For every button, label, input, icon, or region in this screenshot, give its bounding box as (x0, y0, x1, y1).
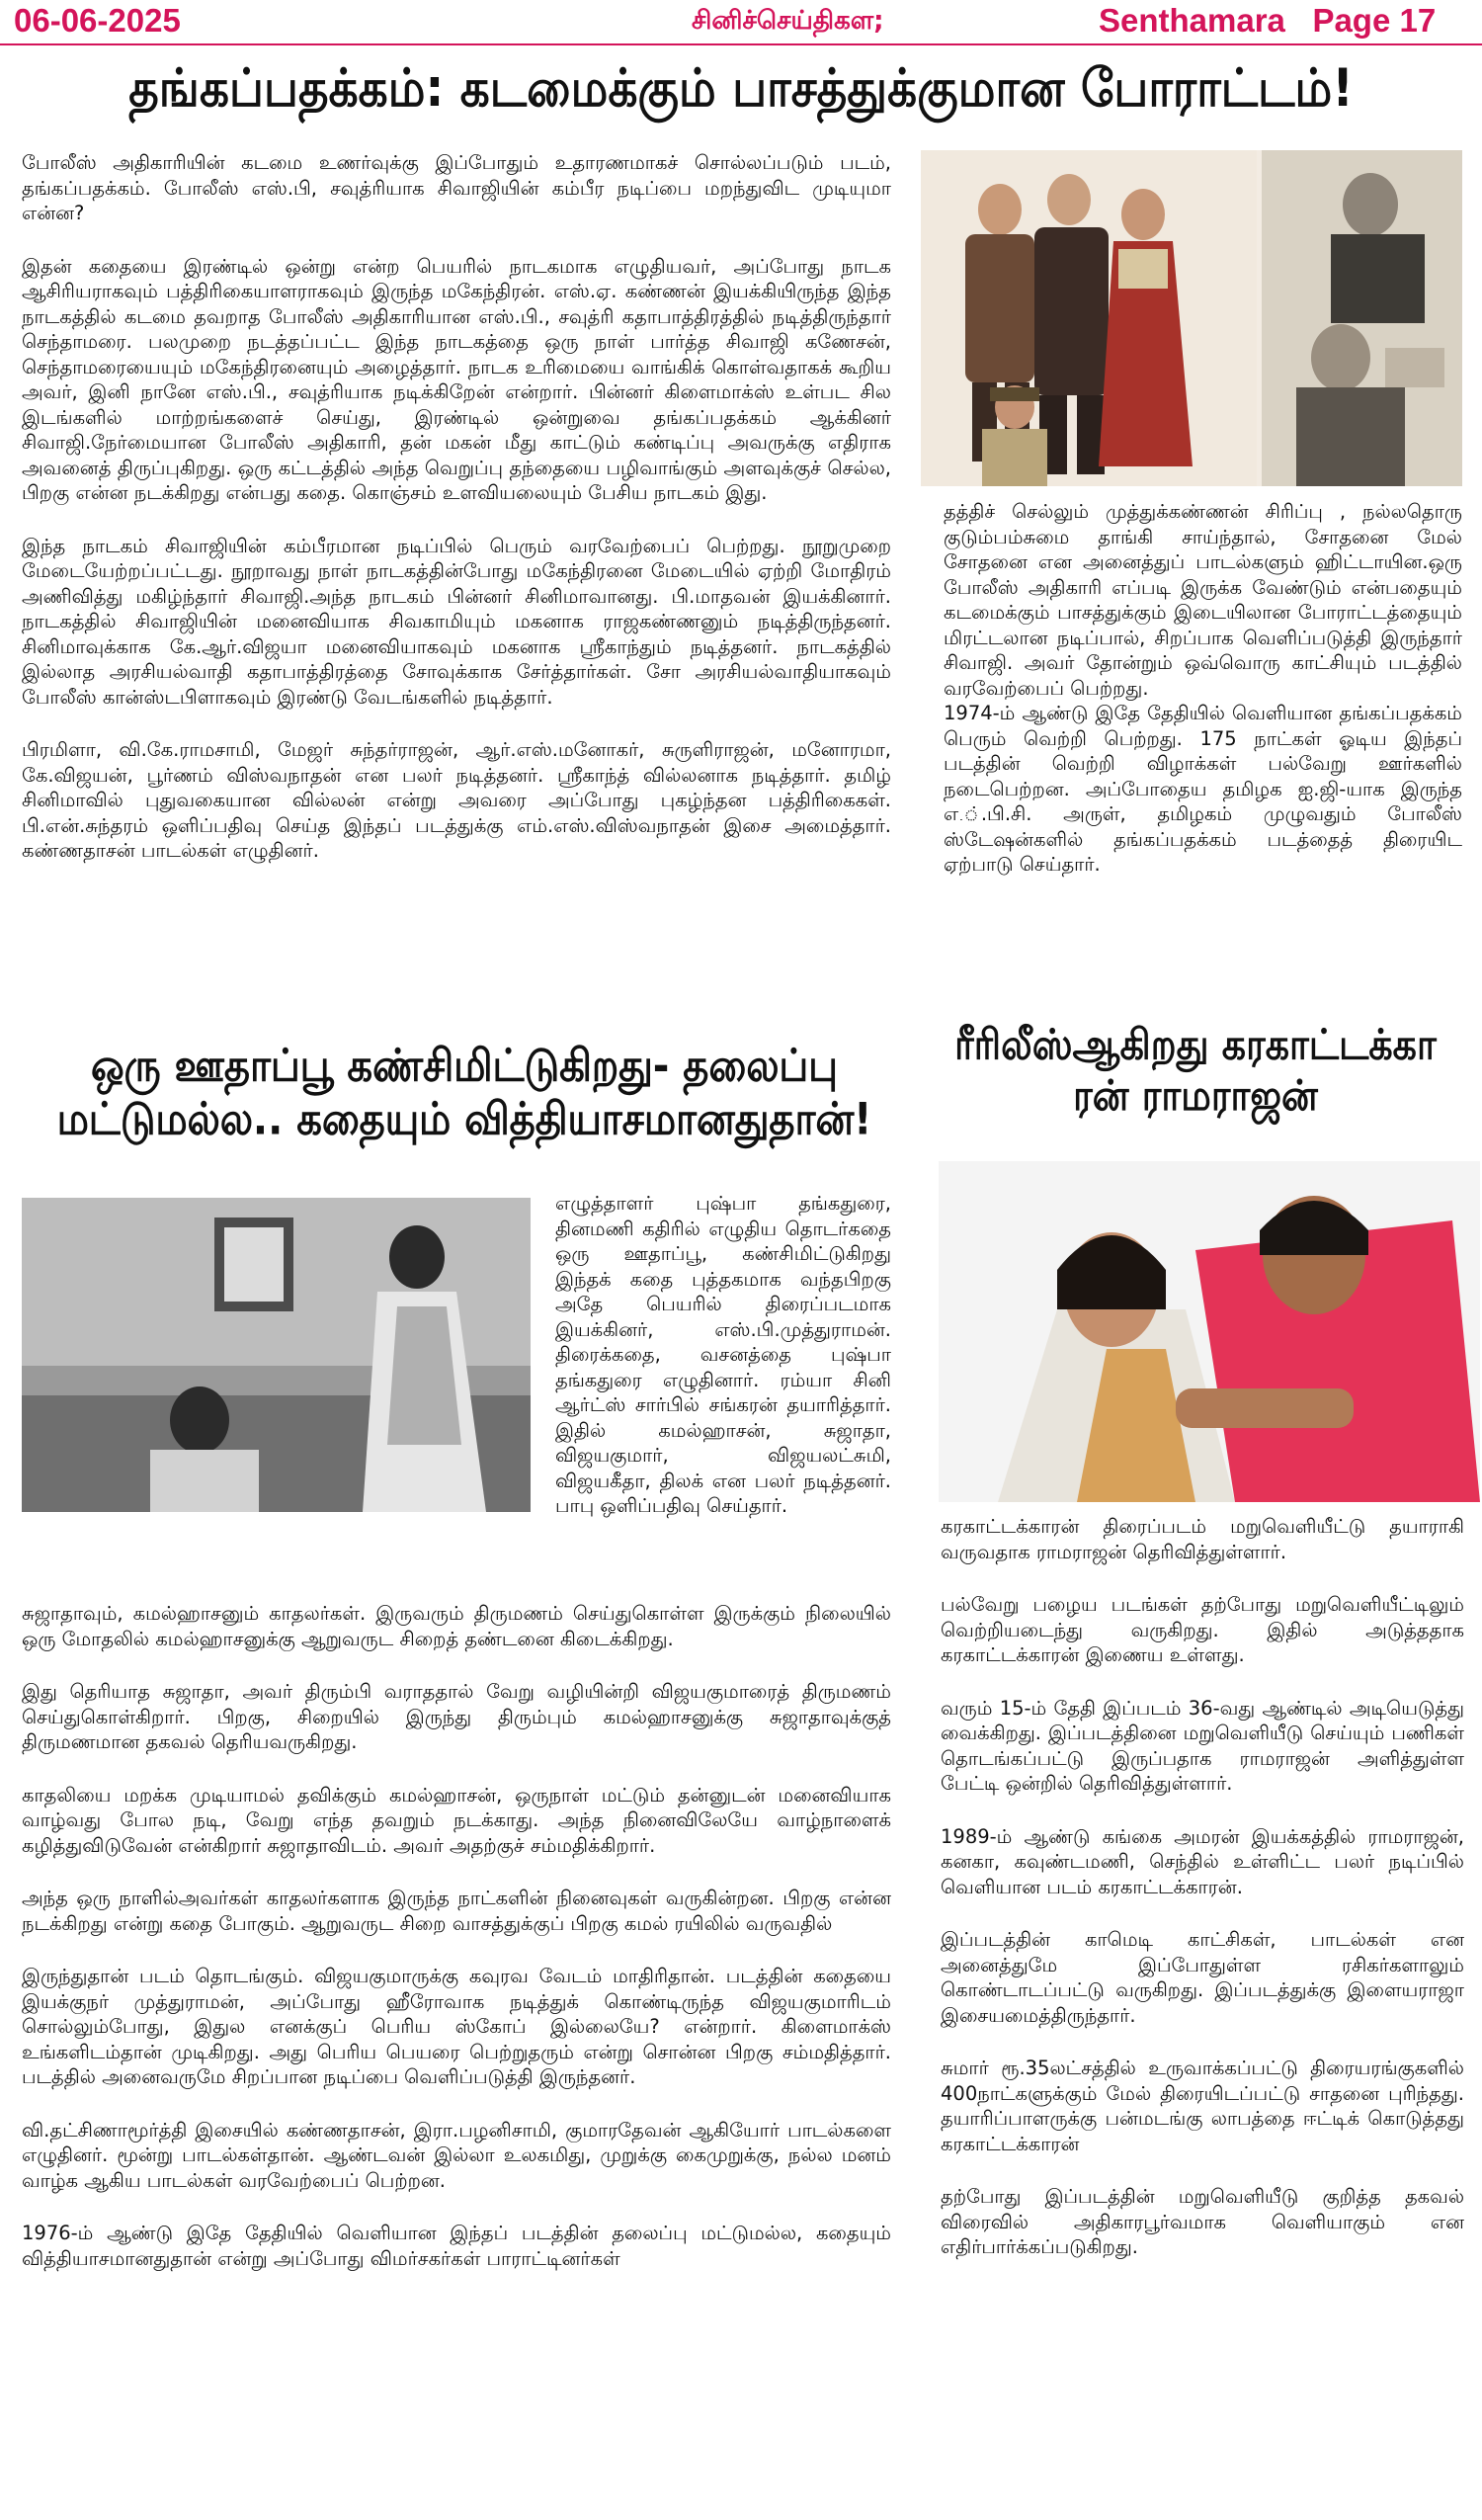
article3-paragraph: தற்போது இப்படத்தின் மறுவெளியீடு குறித்த தகவல் விரைவில் அதிகாரபூர்வமாக வெளியாகும் என எதிர்பார்க்கப்படுகிறது. (941, 2185, 1464, 2258)
brand-name: Senthamara (1099, 2, 1285, 39)
article2-paragraph: சுஜாதாவும், கமல்ஹாசனும் காதலர்கள். இருவரும் திருமணம் செய்துகொள்ள இருக்கும் நிலையில் ஒரு மோதலில் கமல்ஹாசனுக்கு ஆறுவருட சிறைத் தண்டனை கிடைக்கிறது. (22, 1602, 891, 1650)
oodhaappu-photo-art (22, 1198, 531, 1512)
article3-paragraph: பல்வேறு பழைய படங்கள் தற்போது மறுவெளியீட்டிலும் வெற்றியடைந்து வருகிறது. இதில் அடுத்ததாக கரகாட்டக்காரன் இணைய உள்ளது. (941, 1593, 1464, 1666)
karakattakkaran-photo-art (939, 1161, 1480, 1502)
article3-headline: ரீரிலீஸ்ஆகிறது கரகாட்டக்கா ரன் ராமராஜன் (954, 1020, 1437, 1120)
article3-paragraph: 1989-ம் ஆண்டு கங்கை அமரன் இயக்கத்தில் ராமராஜன், கனகா, கவுண்டமணி, செந்தில் உள்ளிட்ட பலர் நடிப்பில் வெளியான படம் கரகாட்டக்காரன். (941, 1824, 1464, 1898)
article3-paragraph: கரகாட்டக்காரன் திரைப்படம் மறுவெளியீட்டு தயாராகி வருவதாக ராமராஜன் தெரிவித்துள்ளார். (941, 1515, 1464, 1563)
article2-intro-paragraph (555, 1191, 891, 1519)
page-number: Page 17 (1312, 2, 1437, 39)
article2-paragraph: இருந்துதான் படம் தொடங்கும். விஜயகுமாருக்கு கவுரவ வேடம் மாதிரிதான். படத்தின் கதையை இயக்குநர் முத்துராமன், அப்போது ஹீரோவாக நடித்துக் கொண்டிருந்த விஜயகுமாரிடம் சொல்லும்போது, இதுல எனக்குப் பெரிய ஸ்கோப் இல்லையே? என்றார். கிளைமாக்ஸ் உங்களிடம்தான் முடிகிறது. அது பெரிய பெயரை பெற்றுதரும் என்று சொன்ன பிறகு சம்மதித்தார். படத்தில் அனைவருமே சிறப்பான நடிப்பை வெளிப்படுத்தி இருந்தனர். (22, 1965, 891, 2088)
article1-continued (944, 499, 1462, 905)
article2-wrap (555, 1191, 891, 1519)
article2-paragraph: அந்த ஒரு நாளில்அவர்கள் காதலர்களாக இருந்த நாட்களின் நினைவுகள் வருகின்றன. பிறகு என்ன நடக்கிறது என்று கதை போகும். ஆறுவருட சிறை வாசத்துக்குப் பிறகு கமல் ரயிலில் வருவதில் (22, 1887, 891, 1935)
issue-date: 06-06-2025 (14, 2, 181, 39)
article3-paragraph: சுமார் ரூ.35லட்சத்தில் உருவாக்கப்பட்டு திரையரங்குகளில் 400நாட்களுக்கும் மேல் திரையிடப்பட்டு சாதனை புரிந்தது. தயாரிப்பாளருக்கு பன்மடங்கு லாபத்தை ஈட்டிக் கொடுத்தது கரகாட்டக்காரன் (941, 2057, 1464, 2155)
article3-body (941, 1514, 1464, 2288)
article1-paragraph: போலீஸ் அதிகாரியின் கடமை உணர்வுக்கு இப்போதும் உதாரணமாகச் சொல்லப்படும் படம், தங்கப்பதக்கம். போலீஸ் எஸ்.பி, சவுத்ரியாக சிவாஜியின் கம்பீர நடிப்பை மறந்துவிட முடியுமா என்ன? (22, 151, 891, 224)
article2-paragraph: காதலியை மறக்க முடியாமல் தவிக்கும் கமல்ஹாசன், ஒருநாள் மட்டும் தன்னுடன் மனைவியாக வாழ்வது போல நடி, வேறு எந்த தவறும் நடக்காது. அந்த நினைவிலேயே வாழ்நாளைக் கழித்துவிடுவேன் என்கிறார் சுஜாதாவிடம். அவர் அதற்குச் சம்மதிக்கிறார். (22, 1783, 891, 1857)
article1-body (22, 150, 891, 891)
article2-body (22, 1601, 891, 2299)
header-rule (0, 43, 1482, 45)
article1-paragraph: பிரமிளா, வி.கே.ராமசாமி, மேஜர் சுந்தர்ராஜன், ஆர்.எஸ்.மனோகர், சுருளிராஜன், மனோரமா, கே.விஜயன், பூர்ணம் விஸ்வநாதன் என பலர் நடித்தனர். ஸ்ரீகாந்த் வில்லனாக நடித்தார். தமிழ் சினிமாவில் புதுவகையான வில்லன் என்று அவரை அப்போது புகழ்ந்தன பத்திரிகைகள். பி.என்.சுந்தரம் ஒளிப்பதிவு செய்த இந்தப் படத்துக்கு எம்.எஸ்.விஸ்வநாதன் இசை அமைத்தார். கண்ணதாசன் பாடல்கள் எழுதினர். (22, 738, 891, 862)
karakattakkaran-photo (939, 1161, 1480, 1502)
article3-paragraph: வரும் 15-ம் தேதி இப்படம் 36-வது ஆண்டில் அடியெடுத்து வைக்கிறது. இப்படத்தினை மறுவெளியீடு செய்யும் பணிகள் தொடங்கப்பட்டு இருப்பதாக ராமராஜன் அளித்துள்ள பேட்டி ஒன்றில் தெரிவித்துள்ளார். (941, 1696, 1464, 1795)
section-title: சினிச்செய்திகள; (692, 6, 884, 36)
thangapathakkam-photo (921, 150, 1462, 486)
article2-paragraph: வி.தட்சிணாமூர்த்தி இசையில் கண்ணதாசன், இரா.பழனிசாமி, குமாரதேவன் ஆகியோர் பாடல்களை எழுதினர். மூன்று பாடல்கள்தான். ஆண்டவன் இல்லா உலகமிது, முறுக்கு கைமுறுக்கு, நல்ல மனம் வாழ்க ஆகிய பாடல்கள் வரவேற்பைப் பெற்றன. (22, 2118, 891, 2192)
masthead (1099, 2, 1436, 40)
oodhaappu-photo (22, 1198, 531, 1512)
article1-paragraph: இந்த நாடகம் சிவாஜியின் கம்பீரமான நடிப்பில் பெரும் வரவேற்பைப் பெற்றது. நூறுமுறை மேடையேற்றப்பட்டது. நூறாவது நாள் நாடகத்தின்போது மகேந்திரனை மேடையில் ஏற்றி மோதிரம் அணிவித்து மகிழ்ந்தார் சிவாஜி.அந்த நாடகம் பின்னர் சினிமாவானது. பி.மாதவன் இயக்கினார். நாடகத்தில் சிவாஜியின் மனைவியாக சிவகாமியும் மகனாக ராஜகண்ணனும் நடித்திருந்தனர். சினிமாவுக்காக கே.ஆர்.விஜயா மனைவியாகவும் மகனாக ஸ்ரீகாந்தும் நடித்தனர். நாடகத்தில் இல்லாத அரசியல்வாதி கதாபாத்திரத்தை சோவுக்காக சேர்த்தார்கள். சோ அரசியல்வாதியாகவும் போலீஸ் கான்ஸ்டபிளாகவும் இரண்டு வேடங்களில் நடித்தார். (22, 534, 891, 709)
article2-paragraph: 1976-ம் ஆண்டு இதே தேதியில் வெளியான இந்தப் படத்தின் தலைப்பு மட்டுமல்ல, கதையும் வித்தியாசமானதுதான் என்று அப்போது விமர்சகர்கள் பாராட்டினர்கள் (22, 2222, 891, 2270)
article1-paragraph: இதன் கதையை இரண்டில் ஒன்று என்ற பெயரில் நாடகமாக எழுதியவர், அப்போது நாடக ஆசிரியராகவும் பத்திரிகையாளராகவும் இருந்த மகேந்திரன். எஸ்.ஏ. கண்ணன் இயக்கியிருந்த இந்த நாடகத்தில் கடமை தவறாத போலீஸ் அதிகாரியான எஸ்.பி., சவுத்ரி கதாபாத்திரத்தில் நடித்திருந்தார் செந்தாமரை. பலமுறை நடத்தப்பட்ட இந்த நாடகத்தை ஒரு நாள் பார்த்த சிவாஜி கணேசன், செந்தாமரையையும் மகேந்திரனையும் அழைத்தார். நாடக உரிமையை வாங்கிக் கொள்வதாகக் கூறிய அவர், இனி நானே எஸ்.பி., சவுத்ரியாக நடிக்கிறேன் என்றார். பின்னர் கிளைமாக்ஸ் உள்பட சில இடங்களில் மாற்றங்களைச் செய்து, இரண்டில் ஒன்றுவை தங்கப்பதக்கம் ஆக்கினர் சிவாஜி.நேர்மையான போலீஸ் அதிகாரி, தன் மகன் மீது காட்டும் கண்டிப்பு அவருக்கு எதிராக அவனைத் திருப்புகிறது. ஒரு கட்டத்தில் அந்த வெறுப்பு தந்தையை பழிவாங்கும் அளவுக்குச் செல்ல, பிறகு என்ன நடக்கிறது என்பது கதை. கொஞ்சம் உளவியலையும் பேசிய நாடகம் இது. (22, 254, 891, 504)
article2-paragraph: இது தெரியாத சுஜாதா, அவர் திரும்பி வராததால் வேறு வழியின்றி விஜயகுமாரைத் திருமணம் செய்துகொள்கிறார். பிறகு, சிறையில் இருந்து திரும்பும் கமல்ஹாசனுக்கு சுஜாதாவுக்குத் திருமணமான தகவல் தெரியவருகிறது. (22, 1680, 891, 1753)
thangapathakkam-photo-art (921, 150, 1462, 486)
article2-intro-text: எழுத்தாளர் புஷ்பா தங்கதுரை, தினமணி கதிரில் எழுதிய தொடர்கதை ஒரு ஊதாப்பூ, கண்சிமிட்டுகிறது இந்தக் கதை புத்தகமாக வந்தபிறகு அதே பெயரில் திரைப்படமாக இயக்கினர், எஸ்.பி.முத்துராமன். திரைக்கதை, வசனத்தை புஷ்பா தங்கதுரை எழுதினார். ரம்யா சினி ஆர்ட்ஸ் சார்பில் சங்கரன் தயாரித்தார். இதில் கமல்ஹாசன், சுஜாதா, விஜயகுமார், விஜயலட்சுமி, விஜயகீதா, திலக் என பலர் நடித்தனர். பாபு ஒளிப்பதிவு செய்தார். (555, 1192, 891, 1517)
article1-headline: தங்கப்பதக்கம்: கடமைக்கும் பாசத்துக்குமான போராட்டம்! (128, 57, 1354, 120)
article2-headline: ஒரு ஊதாப்பூ கண்சிமிட்டுகிறது- தலைப்பு மட்டுமல்ல.. கதையும் வித்தியாசமானதுதான்! (56, 1041, 872, 1145)
article1-right-paragraph: 1974-ம் ஆண்டு இதே தேதியில் வெளியான தங்கப்பதக்கம் பெரும் வெற்றி பெற்றது. 175 நாட்கள் ஓடிய இந்தப் படத்தின் வெற்றி விழாக்கள் பல்வேறு ஊர்களில் நடைபெற்றன. அப்போதைய தமிழக ஐ.ஜி-யாக இருந்த எ.்.பி.சி. அருள், தமிழகம் முழுவதும் போலீஸ் ஸ்டேஷன்களில் தங்கப்பதக்கம் படத்தைத் திரையிட ஏற்பாடு செய்தார். (944, 702, 1462, 876)
article1-right-paragraph: தத்திச் செல்லும் முத்துக்கண்ணன் சிரிப்பு , நல்லதொரு குடும்பம்சுமை தாங்கி சாய்ந்தால், சோதனை மேல் சோதனை என அனைத்துப் பாடல்களும் ஹிட்டாயின.ஒரு போலீஸ் அதிகாரி எப்படி இருக்க வேண்டும் என்பதையும் கடமைக்கும் பாசத்துக்கும் இடையிலான போராட்டத்தையும் மிரட்டலான நடிப்பால், சிறப்பாக வெளிப்படுத்தி இருந்தார் சிவாஜி. அவர் தோன்றும் ஒவ்வொரு காட்சியும் படத்தில் வரவேற்பைப் பெற்றது. (944, 500, 1462, 700)
article3-paragraph: இப்படத்தின் காமெடி காட்சிகள், பாடல்கள் என அனைத்துமே இப்போதுள்ள ரசிகர்களாலும் கொண்டாடப்பட்டு வருகிறது. இப்படத்துக்கு இளையராஜா இசையமைத்திருந்தார். (941, 1928, 1464, 2027)
